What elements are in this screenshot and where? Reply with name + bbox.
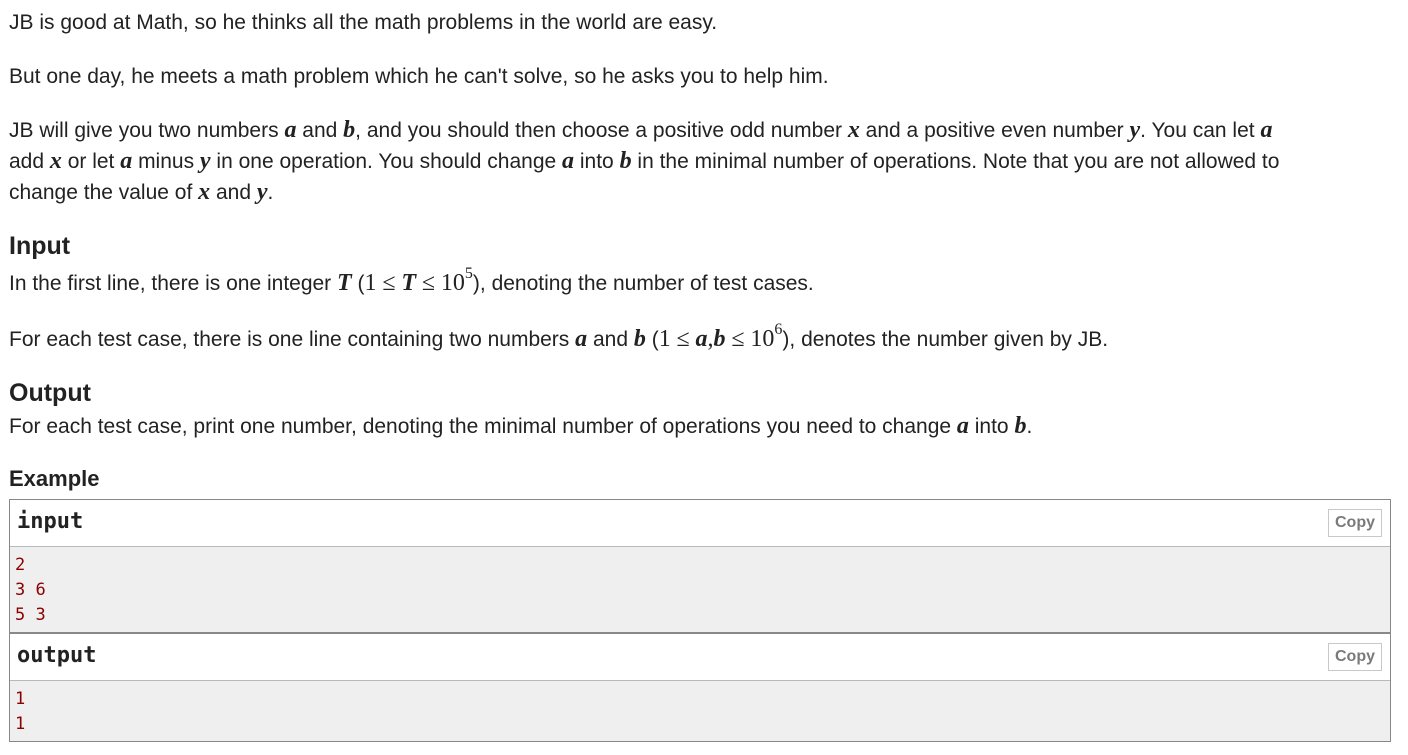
var-a: a [1260,117,1273,143]
copy-output-button[interactable]: Copy [1328,643,1382,671]
var-x: x [198,179,211,205]
var-a: a [284,117,297,143]
example-input-label: input [17,509,84,534]
example-input-box [9,499,1391,633]
var-a: a [562,148,575,174]
example-input-header [10,500,1390,547]
example-output-content: 1 1 [10,681,1390,741]
output-heading: Output [9,379,91,407]
var-y: y [199,148,211,174]
copy-input-button[interactable]: Copy [1328,509,1382,537]
var-x: x [49,148,62,174]
example-title: Example [9,466,100,491]
var-b: b [619,148,632,174]
example-output-header [10,634,1390,681]
input-heading: Input [9,232,71,260]
statement-paragraph-2: But one day, he meets a math problem which he can't solve, so he asks you to help him. [9,65,829,88]
statement-paragraph-3-line-2: add x or let a minus y in one operation. You should change a into b in the minimal number of operations. Note that you are not allowed to [9,148,1280,174]
var-b: b [343,117,356,143]
var-y: y [1129,117,1141,143]
example-output-label: output [17,643,97,668]
var-x: x [847,117,860,143]
statement-paragraph-1: JB is good at Math, so he thinks all the math problems in the world are easy. [9,11,718,34]
statement-paragraph-3-line-1: JB will give you two numbers a and b, and you should then choose a positive odd number x and a positive even number y. You can let a [9,117,1273,143]
var-y: y [256,179,268,205]
statement-paragraph-3-line-3: change the value of x and y. [9,179,274,205]
input-line-2: For each test case, there is one line containing two numbers a and b $(1 \le a,b \le 10^6)$, denotes the number given by JB. [9,321,1109,352]
example-input-content: 2 3 6 5 3 [10,547,1390,632]
input-line-1: In the first line, there is one integer T $(1 \le T \le 10^5)$, denoting the number of test cases. [9,265,814,296]
var-a: a [120,148,133,174]
output-line-1: For each test case, print one number, denoting the minimal number of operations you need to change a into b. [9,413,1033,439]
example-output-box [9,633,1391,742]
